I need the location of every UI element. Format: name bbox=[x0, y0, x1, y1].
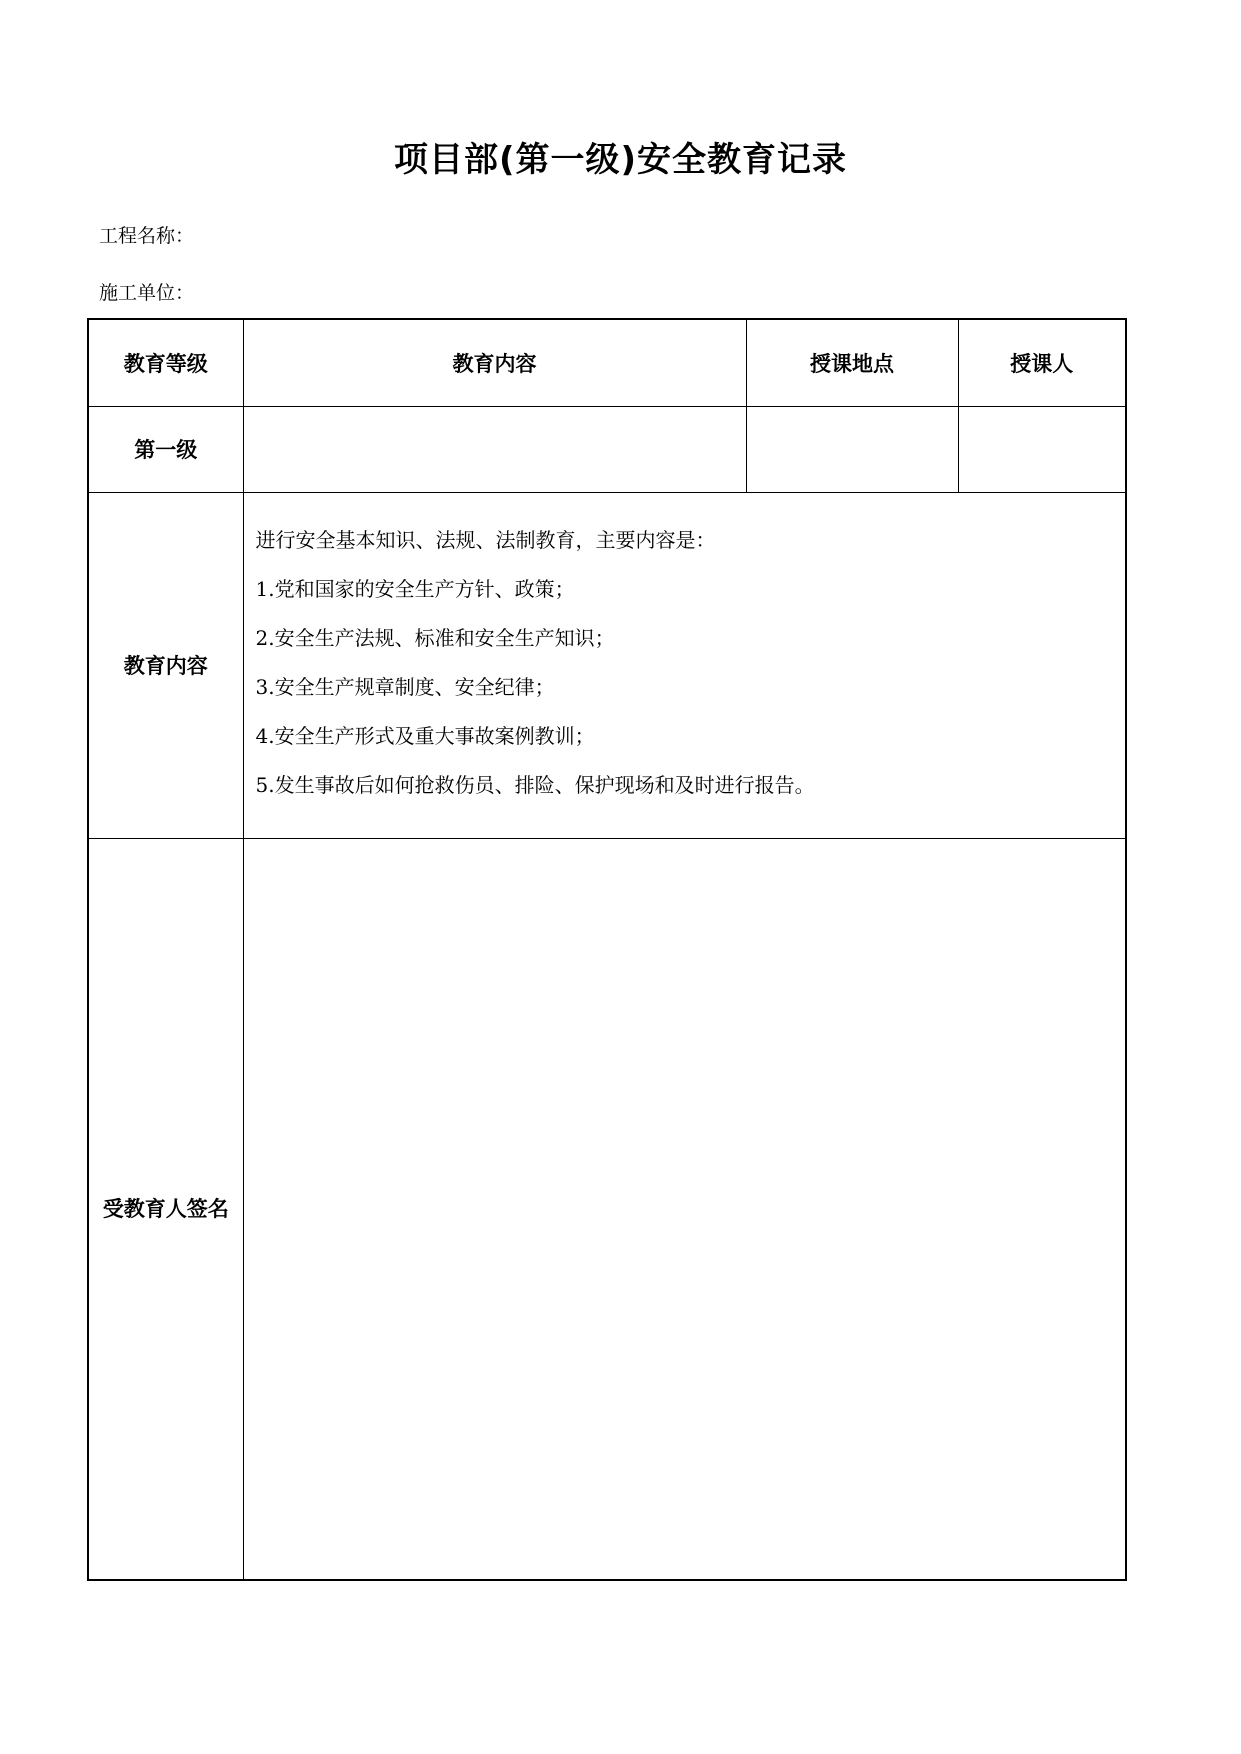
header-teacher: 授课人 bbox=[958, 319, 1126, 407]
document-title: 项目部(第一级)安全教育记录 bbox=[393, 140, 848, 180]
education-content-row bbox=[88, 493, 1126, 839]
teacher-field[interactable] bbox=[958, 407, 1126, 493]
education-level-value: 第一级 bbox=[88, 407, 243, 493]
trainee-signature-label: 受教育人签名 bbox=[102, 1197, 229, 1221]
trainee-signature-area[interactable] bbox=[243, 839, 1126, 1581]
education-level-row bbox=[88, 407, 1126, 493]
signature-row bbox=[88, 839, 1126, 1581]
education-content-line: 进行安全基本知识、法规、法制教育，主要内容是： bbox=[255, 528, 716, 552]
education-content-label: 教育内容 bbox=[88, 493, 243, 839]
education-content-line: 3.安全生产规章制度、安全纪律； bbox=[255, 675, 555, 699]
header-education-level: 教育等级 bbox=[88, 319, 243, 407]
teaching-place-field[interactable] bbox=[746, 407, 958, 493]
header-education-content: 教育内容 bbox=[243, 319, 746, 407]
header-teaching-place: 授课地点 bbox=[746, 319, 958, 407]
education-content-field[interactable] bbox=[243, 407, 746, 493]
education-content-line: 1.党和国家的安全生产方针、政策； bbox=[255, 577, 575, 601]
education-content-text-cell bbox=[243, 493, 1126, 839]
trainee-signature-label-cell bbox=[88, 839, 243, 1581]
project-name-label: 工程名称： bbox=[99, 225, 195, 247]
safety-education-record-table bbox=[87, 318, 1127, 1581]
table-header-row bbox=[88, 319, 1126, 407]
education-content-list bbox=[244, 493, 1126, 819]
education-content-line: 5.发生事故后如何抢救伤员、排险、保护现场和及时进行报告。 bbox=[255, 773, 815, 797]
construction-unit-label: 施工单位： bbox=[99, 282, 195, 304]
education-content-line: 4.安全生产形式及重大事故案例教训； bbox=[255, 724, 595, 748]
education-content-line: 2.安全生产法规、标准和安全生产知识； bbox=[255, 626, 615, 650]
